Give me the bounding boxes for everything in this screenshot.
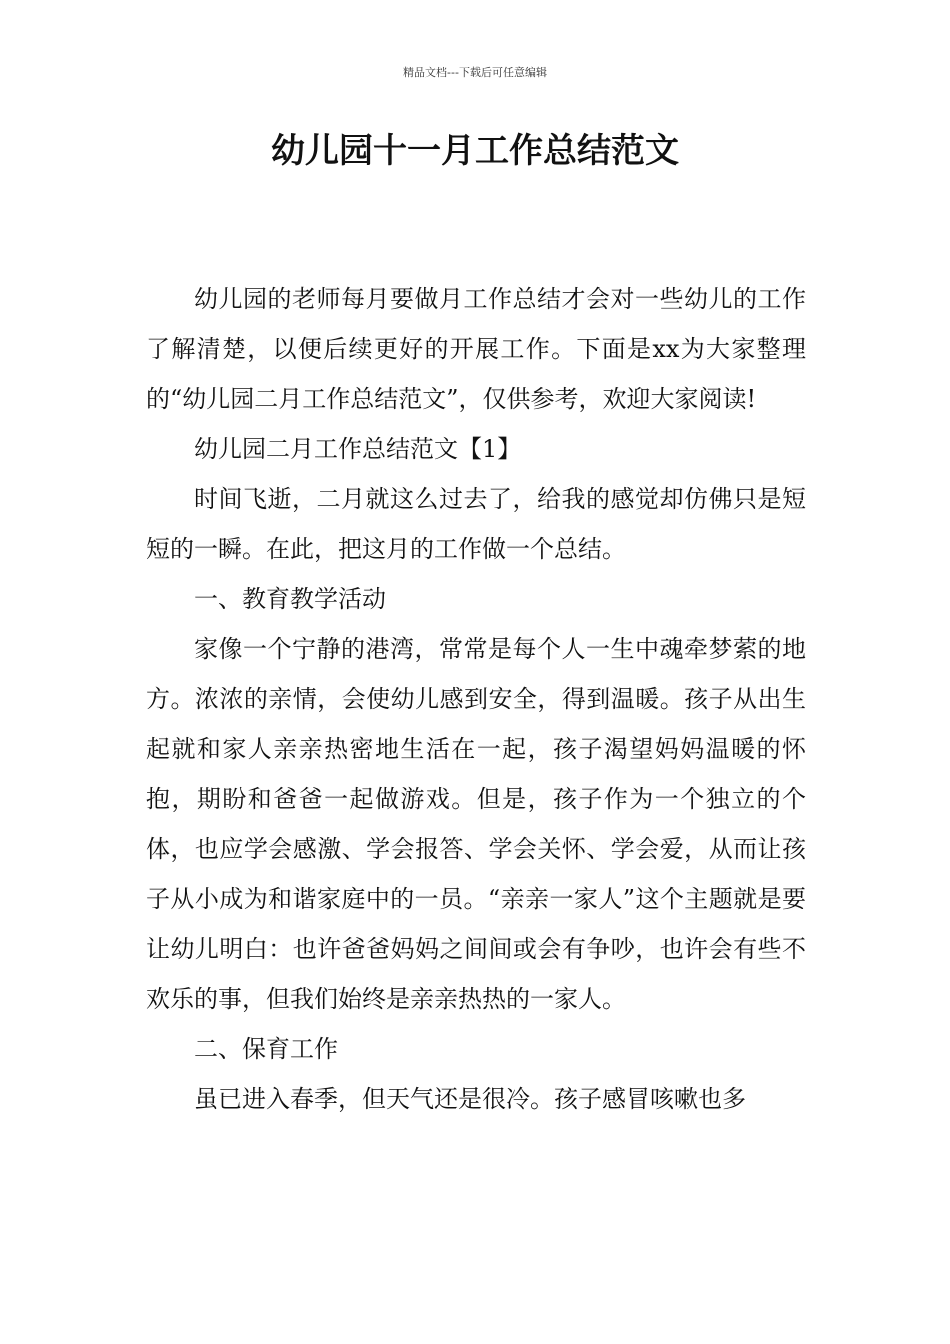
document-title: 幼儿园十一月工作总结范文 [271,131,679,171]
education-paragraph: 家像一个宁静的港湾，常常是每个人一生中魂牵梦萦的地方。浓浓的亲情，会使幼儿感到安全，得到温暖。孩子从出生起就和家人亲亲热密地生活在一起，孩子渴望妈妈温暖的怀抱，期盼和爸爸一起做游戏。但是，孩子作为一个独立的个体，也应学会感激、学会报答、学会关怀、学会爱，从而让孩子从小成为和谐家庭中的一员。“亲亲一家人”这个主题就是要让幼儿明白：也许爸爸妈妈之间间或会有争吵，也许会有些不欢乐的事，但我们始终是亲亲热热的一家人。 [146,635,806,1013]
section-heading-education: 一、教育教学活动 [194,585,386,613]
document-body [146,274,806,1124]
summary-paragraph: 时间飞逝，二月就这么过去了，给我的感觉却仿佛只是短短的一瞬。在此，把这月的工作做一个总结。 [146,485,806,563]
header-note: 精品文档---下载后可任意编辑 [403,66,547,79]
section-heading-care: 二、保育工作 [194,1035,338,1063]
intro-paragraph: 幼儿园的老师每月要做月工作总结才会对一些幼儿的工作了解清楚，以便后续更好的开展工作。下面是xx为大家整理的“幼儿园二月工作总结范文”，仅供参考，欢迎大家阅读! [146,285,806,413]
section-heading-sample-1: 幼儿园二月工作总结范文【1】 [194,435,522,463]
care-paragraph: 虽已进入春季，但天气还是很冷。孩子感冒咳嗽也多 [194,1085,746,1113]
